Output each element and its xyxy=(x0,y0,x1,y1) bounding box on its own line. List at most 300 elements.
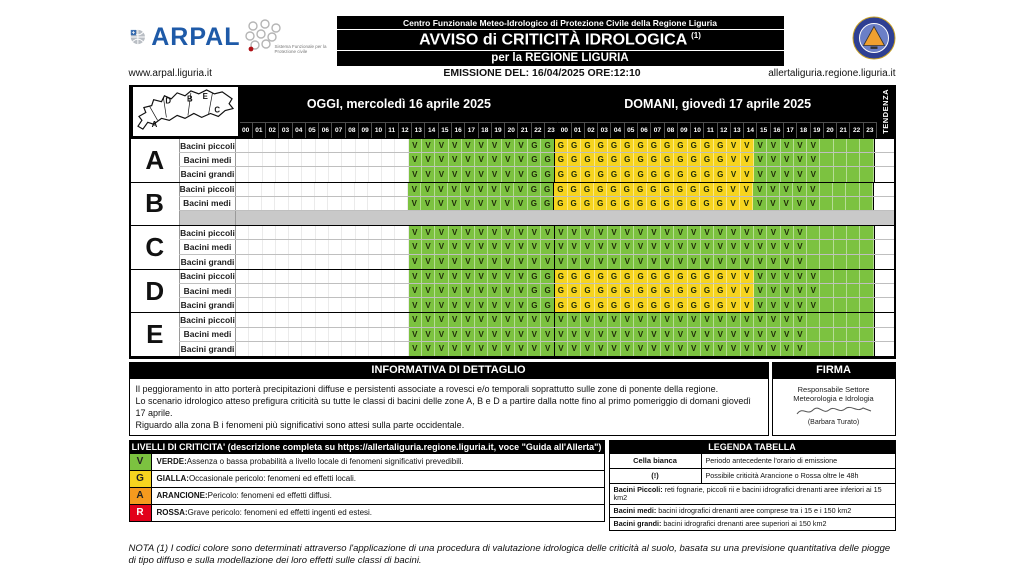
criticality-cell xyxy=(276,342,289,356)
criticality-cell xyxy=(236,153,249,166)
criticality-cell: V xyxy=(502,240,515,253)
criticality-cell: V xyxy=(608,240,621,253)
criticality-cell: V xyxy=(727,153,740,166)
criticality-cell: V xyxy=(781,240,794,253)
criticality-cell: V xyxy=(608,255,621,269)
signature-scribble-icon xyxy=(795,404,873,418)
criticality-cell: V xyxy=(475,255,488,269)
criticality-cell: V xyxy=(435,240,448,253)
criticality-cell xyxy=(329,342,342,356)
criticality-cell: V xyxy=(475,197,488,210)
criticality-cell xyxy=(395,167,408,181)
criticality-cell: V xyxy=(754,167,767,181)
legend-pair-key: Cella bianca xyxy=(610,454,702,468)
criticality-cell xyxy=(302,313,315,326)
criticality-cell: V xyxy=(674,226,687,239)
criticality-cell: G xyxy=(621,284,634,297)
criticality-cell xyxy=(356,342,369,356)
criticality-cell: V xyxy=(409,139,422,152)
criticality-cell: V xyxy=(727,255,740,269)
criticality-cell: G xyxy=(634,183,647,196)
criticality-cell: V xyxy=(581,226,594,239)
basin-row-label: Bacini medi xyxy=(179,153,236,166)
criticality-cell: V xyxy=(449,284,462,297)
criticality-cell: G xyxy=(714,167,727,181)
criticality-cell: G xyxy=(554,197,567,210)
day2-header: DOMANI, giovedì 17 aprile 2025 xyxy=(624,96,812,111)
hour-header-cell: 01 xyxy=(253,122,266,138)
criticality-cell: V xyxy=(462,167,475,181)
criticality-cell: G xyxy=(714,270,727,283)
basin-row-label: Bacini medi xyxy=(179,328,236,341)
criticality-cell: V xyxy=(674,313,687,326)
criticality-cell: G xyxy=(541,167,554,181)
criticality-cell xyxy=(860,167,873,181)
criticality-cell: V xyxy=(488,139,501,152)
criticality-cell: V xyxy=(741,298,754,312)
map-zone-letter: B xyxy=(186,94,193,104)
criticality-cell xyxy=(860,139,873,152)
criticality-cell xyxy=(820,167,833,181)
criticality-cell xyxy=(847,255,860,269)
hour-header-cell: 23 xyxy=(864,122,877,138)
hour-header-cell: 12 xyxy=(399,122,412,138)
criticality-cell: G xyxy=(608,298,621,312)
criticality-cell xyxy=(356,328,369,341)
criticality-cell xyxy=(820,183,833,196)
criticality-cell: V xyxy=(714,328,727,341)
emission-label: EMISSIONE DEL: 16/04/2025 ORE:12:10 xyxy=(443,67,641,79)
map-zone-letter: A xyxy=(151,120,157,130)
banner-footnote-ref: (1) xyxy=(691,31,701,40)
zone-letter: E xyxy=(131,313,180,356)
basin-row-label: Bacini piccoli xyxy=(180,314,235,325)
criticality-cell xyxy=(807,255,820,269)
criticality-cell: V xyxy=(648,328,661,341)
criticality-cell: G xyxy=(581,183,594,196)
criticality-cell: V xyxy=(754,139,767,152)
liguria-map-icon xyxy=(133,87,238,136)
criticality-cell: V xyxy=(555,226,568,239)
criticality-cell xyxy=(834,313,847,326)
hour-header-cell: 00 xyxy=(240,122,253,138)
criticality-cell xyxy=(834,284,847,297)
basin-row xyxy=(179,153,894,167)
criticality-cell: V xyxy=(488,270,501,283)
top-header xyxy=(129,16,896,65)
criticality-cell xyxy=(342,240,355,253)
hour-header-cell: 08 xyxy=(665,122,678,138)
criticality-cell: V xyxy=(701,240,714,253)
criticality-cell: G xyxy=(687,197,700,210)
criticality-cell xyxy=(807,328,820,341)
basin-row-label: Bacini grandi xyxy=(179,167,236,181)
criticality-cell xyxy=(860,240,873,253)
criticality-cell: V xyxy=(754,313,767,326)
criticality-cell: V xyxy=(422,270,435,283)
hour-header-cell: 19 xyxy=(811,122,824,138)
criticality-cell xyxy=(236,240,249,253)
criticality-cell: V xyxy=(421,197,434,210)
criticality-cell: V xyxy=(781,328,794,341)
criticality-cell: V xyxy=(408,183,421,196)
hour-header-cell: 21 xyxy=(837,122,850,138)
criticality-cell xyxy=(316,240,329,253)
criticality-cell xyxy=(276,255,289,269)
criticality-cell: V xyxy=(608,226,621,239)
criticality-cell xyxy=(847,284,860,297)
criticality-cell: V xyxy=(448,183,461,196)
criticality-cell: V xyxy=(701,255,714,269)
criticality-cell xyxy=(329,153,342,166)
criticality-cell: V xyxy=(807,153,820,166)
criticality-cell: V xyxy=(701,328,714,341)
criticality-cell: V xyxy=(502,328,515,341)
criticality-cell xyxy=(356,226,369,239)
zone-letter: B xyxy=(131,183,179,226)
criticality-cell: V xyxy=(794,226,807,239)
criticality-cell: V xyxy=(555,255,568,269)
criticality-cell xyxy=(316,342,329,356)
criticality-cell xyxy=(276,167,289,181)
criticality-cell xyxy=(382,270,395,283)
criticality-cell: V xyxy=(502,313,515,326)
criticality-cell: V xyxy=(555,240,568,253)
criticality-cell: V xyxy=(502,298,515,312)
criticality-cell: V xyxy=(568,240,581,253)
hour-header-cell: 09 xyxy=(359,122,372,138)
firma-role-1: Responsabile Settore xyxy=(797,384,870,394)
criticality-cell xyxy=(820,313,833,326)
criticality-cell: V xyxy=(409,240,422,253)
informativa-text xyxy=(129,378,769,436)
criticality-cell xyxy=(833,197,846,210)
tendenza-cell xyxy=(874,284,894,297)
criticality-cell: G xyxy=(555,298,568,312)
criticality-cell: V xyxy=(449,153,462,166)
hour-header-cell: 04 xyxy=(293,122,306,138)
criticality-cell: G xyxy=(674,284,687,297)
criticality-cell xyxy=(395,328,408,341)
criticality-cell: V xyxy=(488,284,501,297)
hour-header-cell: 03 xyxy=(279,122,292,138)
criticality-cell: V xyxy=(541,240,554,253)
criticality-cell: V xyxy=(793,183,806,196)
criticality-cell: V xyxy=(807,270,820,283)
hour-header-cell: 14 xyxy=(744,122,757,138)
criticality-cell xyxy=(249,139,262,152)
criticality-cell: G xyxy=(688,270,701,283)
hour-header-cell: 10 xyxy=(372,122,385,138)
criticality-cell: V xyxy=(501,197,514,210)
criticality-cell: V xyxy=(648,240,661,253)
criticality-cell: V xyxy=(488,328,501,341)
criticality-cell: V xyxy=(754,284,767,297)
criticality-cell: V xyxy=(541,313,554,326)
criticality-cell xyxy=(807,342,820,356)
criticality-cell: V xyxy=(688,342,701,356)
criticality-cell xyxy=(820,226,833,239)
criticality-cell xyxy=(382,255,395,269)
criticality-cell xyxy=(355,183,368,196)
legend-pair-value: Periodo antecedente l'orario di emissione xyxy=(705,455,838,465)
criticality-cell: V xyxy=(462,270,475,283)
criticality-cell: V xyxy=(701,342,714,356)
criticality-cell: G xyxy=(595,284,608,297)
criticality-cell: V xyxy=(741,226,754,239)
legend-basin-row xyxy=(609,484,896,505)
basin-row-label: Bacini medi xyxy=(179,240,236,253)
criticality-cell xyxy=(236,298,249,312)
criticality-cell: G xyxy=(607,197,620,210)
criticality-cell: V xyxy=(780,197,793,210)
criticality-cell xyxy=(249,255,262,269)
zone-block xyxy=(131,269,894,313)
criticality-cell xyxy=(316,255,329,269)
criticality-cell: G xyxy=(541,153,554,166)
criticality-cell: V xyxy=(727,313,740,326)
criticality-cell: V xyxy=(634,255,647,269)
tendenza-cell xyxy=(874,255,894,269)
criticality-cell: V xyxy=(674,328,687,341)
tendenza-cell xyxy=(874,139,894,152)
criticality-cell xyxy=(860,342,873,356)
criticality-cell xyxy=(263,153,276,166)
criticality-cell: G xyxy=(688,153,701,166)
tendenza-cell xyxy=(874,240,894,253)
criticality-cell xyxy=(369,167,382,181)
criticality-cell: V xyxy=(754,270,767,283)
hour-header-cell: 13 xyxy=(412,122,425,138)
criticality-cell xyxy=(276,139,289,152)
criticality-cell: G xyxy=(541,298,554,312)
criticality-cell xyxy=(249,167,262,181)
criticality-cell: V xyxy=(555,313,568,326)
criticality-cell: V xyxy=(568,342,581,356)
criticality-cell: V xyxy=(502,153,515,166)
criticality-cell: G xyxy=(714,139,727,152)
criticality-cell: G xyxy=(700,197,713,210)
criticality-cell: V xyxy=(794,139,807,152)
criticality-cell xyxy=(395,139,408,152)
criticality-cell xyxy=(263,167,276,181)
criticality-cell: V xyxy=(581,342,594,356)
criticality-cell: V xyxy=(475,270,488,283)
criticality-cell: V xyxy=(475,139,488,152)
day1-header: OGGI, mercoledì 16 aprile 2025 xyxy=(306,96,491,111)
criticality-cell xyxy=(395,342,408,356)
tendenza-cell xyxy=(874,342,894,356)
criticality-cell: V xyxy=(767,270,780,283)
criticality-cell: V xyxy=(541,255,554,269)
criticality-cell: V xyxy=(621,313,634,326)
criticality-cell: V xyxy=(515,270,528,283)
criticality-cell: G xyxy=(554,183,567,196)
criticality-cell xyxy=(329,298,342,312)
criticality-cell: V xyxy=(435,284,448,297)
criticality-cell xyxy=(276,284,289,297)
criticality-cell xyxy=(263,328,276,341)
criticality-cell: V xyxy=(727,226,740,239)
criticality-cell xyxy=(834,255,847,269)
criticality-cell: G xyxy=(648,167,661,181)
tendenza-cell xyxy=(874,298,894,312)
tendenza-cell xyxy=(874,313,894,326)
firma-signer: (Barbara Turato) xyxy=(807,418,860,426)
zone-block xyxy=(131,138,894,182)
hour-cells xyxy=(236,270,894,283)
criticality-level-desc: Grave pericolo: fenomeni ed effetti ingenti ed estesi. xyxy=(187,508,373,518)
criticality-cell: V xyxy=(781,226,794,239)
criticality-cell: V xyxy=(727,328,740,341)
criticality-cell xyxy=(276,270,289,283)
legend-pair-value: Possibile criticità Arancione o Rossa oltre le 48h xyxy=(705,470,859,480)
criticality-cell xyxy=(369,240,382,253)
criticality-cell: V xyxy=(515,328,528,341)
criticality-cell: V xyxy=(595,342,608,356)
criticality-cell: V xyxy=(449,298,462,312)
criticality-cell: V xyxy=(688,226,701,239)
criticality-cell: V xyxy=(661,328,674,341)
criticality-cell xyxy=(820,270,833,283)
allerta-url-link[interactable]: allertaliguria.regione.liguria.it xyxy=(768,68,896,79)
hour-header-cell: 20 xyxy=(505,122,518,138)
criticality-cell xyxy=(262,183,275,196)
criticality-cell: V xyxy=(595,328,608,341)
criticality-cell: G xyxy=(581,298,594,312)
criticality-cell xyxy=(236,183,249,196)
criticality-cell: V xyxy=(754,153,767,166)
criticality-cell: G xyxy=(648,298,661,312)
criticality-cell: V xyxy=(435,298,448,312)
criticality-cell: V xyxy=(488,197,501,210)
criticality-cell xyxy=(382,139,395,152)
basin-row xyxy=(179,298,894,312)
criticality-cell: V xyxy=(449,255,462,269)
hour-header-cell: 23 xyxy=(545,122,558,138)
criticality-cell: V xyxy=(502,284,515,297)
criticality-cell: V xyxy=(515,313,528,326)
criticality-cell: V xyxy=(794,284,807,297)
criticality-cell: V xyxy=(488,240,501,253)
criticality-cell: V xyxy=(701,226,714,239)
criticality-cell: G xyxy=(714,153,727,166)
criticality-cell: V xyxy=(714,226,727,239)
criticality-cell: G xyxy=(688,298,701,312)
criticality-level-row xyxy=(129,505,605,522)
criticality-cell: V xyxy=(409,328,422,341)
criticality-cell xyxy=(289,197,302,210)
criticality-cell: V xyxy=(462,139,475,152)
criticality-cell xyxy=(289,139,302,152)
criticality-cell: V xyxy=(515,226,528,239)
criticality-cell xyxy=(289,240,302,253)
basin-row-label: Bacini piccoli xyxy=(180,140,235,151)
criticality-cell: V xyxy=(753,183,766,196)
criticality-cell: V xyxy=(794,313,807,326)
zone-block xyxy=(131,312,894,356)
criticality-cell: V xyxy=(581,328,594,341)
hour-cells xyxy=(236,313,894,326)
criticality-cell: V xyxy=(449,226,462,239)
criticality-cell: V xyxy=(555,328,568,341)
map-zone-letter: E xyxy=(202,91,208,101)
criticality-cell: V xyxy=(409,255,422,269)
basin-row-disabled xyxy=(179,211,894,225)
basin-row xyxy=(179,255,894,269)
criticality-cell xyxy=(395,284,408,297)
hour-header-cell: 05 xyxy=(625,122,638,138)
criticality-cell xyxy=(263,284,276,297)
criticality-cell: V xyxy=(634,328,647,341)
hour-cells xyxy=(236,342,894,356)
criticality-cell: V xyxy=(688,328,701,341)
zone-rows xyxy=(179,313,894,356)
criticality-cell: G xyxy=(687,183,700,196)
criticality-cell xyxy=(369,342,382,356)
arpal-url-link[interactable]: www.arpal.liguria.it xyxy=(128,68,212,79)
criticality-cell: G xyxy=(607,183,620,196)
criticality-level-text xyxy=(152,454,604,470)
criticality-cell xyxy=(236,139,249,152)
criticality-cell: G xyxy=(528,153,541,166)
criticality-cell: G xyxy=(528,139,541,152)
criticality-cell xyxy=(302,197,315,210)
criticality-level-text xyxy=(152,471,604,487)
criticality-cell: G xyxy=(594,197,607,210)
criticality-cell: V xyxy=(409,284,422,297)
criticality-cell: V xyxy=(462,313,475,326)
disabled-row-fill xyxy=(236,211,894,225)
criticality-cell: V xyxy=(514,197,527,210)
hour-header-cell: 04 xyxy=(611,122,624,138)
hour-header-cell: 11 xyxy=(386,122,399,138)
informativa-title: INFORMATIVA DI DETTAGLIO xyxy=(129,362,769,378)
criticality-cell: V xyxy=(409,313,422,326)
hour-header-cell: 07 xyxy=(332,122,345,138)
hour-header-cell: 07 xyxy=(651,122,664,138)
hour-header-cell: 13 xyxy=(731,122,744,138)
criticality-level-text xyxy=(152,488,604,504)
criticality-cell: G xyxy=(661,139,674,152)
criticality-cell xyxy=(820,284,833,297)
bulletin-grid xyxy=(129,85,896,359)
criticality-cell: V xyxy=(714,313,727,326)
criticality-cell: V xyxy=(435,342,448,356)
criticality-cell: V xyxy=(767,240,780,253)
zone-letter: D xyxy=(131,270,180,313)
hour-header-cell: 01 xyxy=(572,122,585,138)
criticality-cell: V xyxy=(767,255,780,269)
criticality-cell: G xyxy=(661,298,674,312)
basin-row xyxy=(179,183,894,197)
criticality-cell: G xyxy=(594,183,607,196)
criticality-cell: G xyxy=(701,298,714,312)
livelli-title: LIVELLI DI CRITICITA' (descrizione completa su https://allertaliguria.regione.liguria.it, voce "Guida all'Allerta") xyxy=(129,440,605,454)
criticality-cell: V xyxy=(794,298,807,312)
criticality-cell: V xyxy=(435,197,448,210)
criticality-cell: G xyxy=(688,139,701,152)
criticality-cell: V xyxy=(515,342,528,356)
criticality-cell: V xyxy=(741,328,754,341)
legend-basin-name: Bacini Piccoli: xyxy=(613,484,663,494)
basin-row-label: Bacini grandi xyxy=(179,298,236,312)
sub-header xyxy=(129,65,896,85)
criticality-cell: G xyxy=(528,298,541,312)
criticality-cell: V xyxy=(754,328,767,341)
criticality-cell xyxy=(356,284,369,297)
tendenza-cell xyxy=(874,270,894,283)
